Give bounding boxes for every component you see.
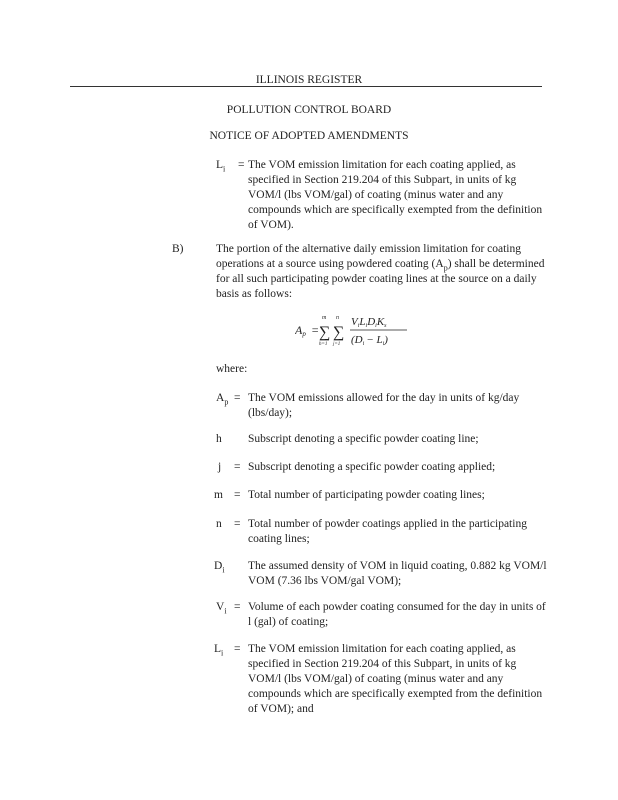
definition-symbol: n: [216, 518, 222, 530]
definition-equals: =: [234, 601, 241, 613]
sum-sign-2: ∑: [333, 324, 345, 341]
definition-equals: =: [234, 392, 241, 404]
definition-symbol: $D_i$: [214, 560, 225, 575]
emission-formula: [295, 310, 415, 350]
sum-sign-1: ∑: [319, 324, 331, 341]
definition-equals: =: [234, 643, 241, 655]
sum-upper-1: m: [322, 315, 327, 321]
formula-graphic: [295, 310, 415, 350]
definition-symbol: $V_i$: [216, 601, 227, 616]
definition-symbol: m: [214, 489, 223, 501]
register-title: ILLINOIS REGISTER: [255, 74, 363, 86]
definition-text: Subscript denoting a specific powder coating applied;: [248, 461, 496, 473]
definition-text: The assumed density of VOM in liquid coating, 0.882 kg VOM/l VOM (7.36 lbs VOM/gal VOM);: [248, 560, 547, 587]
definition-text: Total number of powder coatings applied in the participating coating lines;: [248, 518, 527, 545]
sum-lower-2: j=1: [333, 342, 341, 347]
formula-numerator: ViLiDiKs: [351, 316, 387, 329]
definition-text: Subscript denoting a specific powder coating line;: [248, 433, 479, 445]
definition-symbol: $A_p$: [216, 392, 229, 407]
formula-lhs: Ap: [295, 323, 306, 338]
definition-equals: =: [234, 489, 241, 501]
board-title: POLLUTION CONTROL BOARD: [226, 104, 392, 116]
sum-upper-2: n: [336, 315, 339, 321]
section-label: B): [172, 243, 184, 255]
definition-text: Total number of participating powder coating lines;: [248, 489, 485, 501]
header-rule: [70, 86, 542, 87]
definition-equals: =: [238, 159, 245, 171]
definition-text: The VOM emission limitation for each coating applied, as specified in Section 219.204 of this Subpart, in units of kg VOM/l (lbs VOM/gal) of coating (minus water and any compounds which are specifically exempted from the definition of VOM); and: [248, 643, 543, 715]
definition-text: The VOM emission limitation for each coating applied, as specified in Section 219.204 of this Subpart, in units of kg VOM/l (lbs VOM/gal) of coating (minus water and any compounds which are specifically exempted from the definition of VOM).: [248, 159, 543, 231]
definition-equals: =: [234, 518, 241, 530]
definition-text: Volume of each powder coating consumed for the day in units of l (gal) of coating;: [248, 601, 546, 628]
definition-equals: =: [234, 461, 241, 473]
where-label: where:: [216, 363, 248, 375]
definition-symbol: h: [216, 433, 222, 445]
formula-denominator: (Di − Li): [351, 334, 388, 347]
section-paragraph: The portion of the alternative daily emission limitation for coating operations at a source using powdered coating $(A_p)$ shall be determined for all such participating powder coating lines at the source on a daily basis as follows:: [216, 243, 545, 300]
formula-equals: =: [311, 323, 320, 337]
sum-lower-1: h=1: [319, 342, 328, 347]
definition-symbol: j: [218, 461, 222, 473]
definition-text: The VOM emissions allowed for the day in units of kg/day (lbs/day);: [248, 392, 520, 419]
definition-symbol: $L_i$: [216, 159, 226, 174]
notice-title: NOTICE OF ADOPTED AMENDMENTS: [209, 130, 409, 142]
definition-symbol: $L_i$: [214, 643, 224, 658]
